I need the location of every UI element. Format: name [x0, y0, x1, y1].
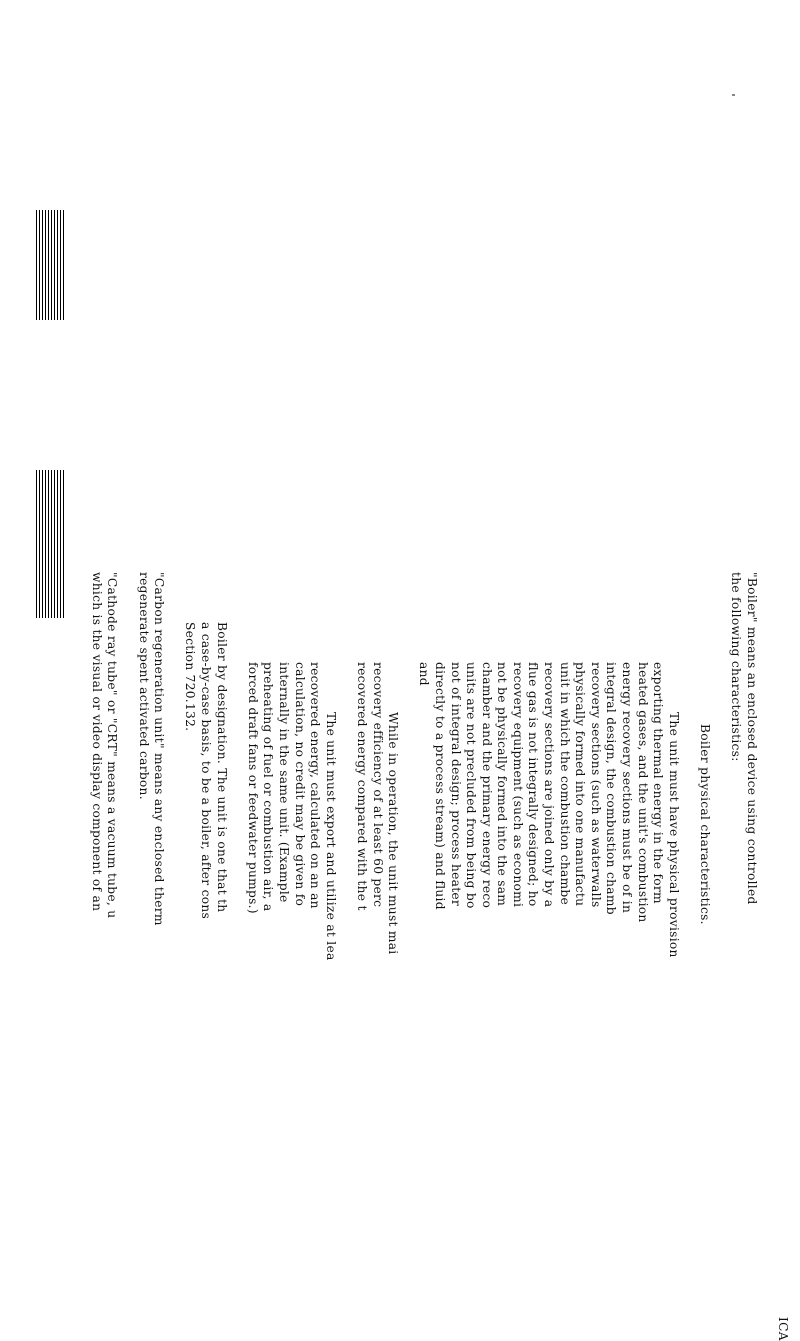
paragraph-line: recovered energy, calculated on an an	[308, 662, 323, 909]
paragraph-line: internally in the same unit. (Example	[277, 662, 291, 903]
paragraph-line: Section 720.132.	[183, 622, 198, 732]
rotated-text-block	[88, 572, 790, 1341]
crt-definition-line: which is the visual or video display component of an	[89, 572, 104, 912]
paragraph-line: recovery sections (such as waterwalls	[588, 662, 603, 908]
paragraph-line: Boiler by designation. The unit is one that th	[214, 622, 229, 913]
barcode-mark-top	[36, 210, 66, 320]
paragraph-line: unit in which the combustion chambe	[557, 662, 572, 906]
paragraph-line: The unit must have physical provision	[666, 712, 681, 958]
paragraph-line: recovery equipment (such as economi	[510, 662, 525, 908]
paragraph-line: and	[417, 662, 432, 686]
paragraph-line: recovery sections are joined only by a	[542, 662, 557, 908]
paragraph-line: not be physically formed into the sam	[495, 662, 510, 907]
paragraph-line: heated gases, and the unit's combustion	[635, 662, 650, 923]
carbon-definition-line: regenerate spent activated carbon.	[136, 572, 151, 800]
carbon-definition-line: "Carbon regeneration unit" means any enclosed therm	[152, 572, 167, 926]
paragraph-line: preheating of fuel or combustion air, a	[261, 662, 276, 912]
paragraph-line: recovery efficiency of at least 60 perc	[370, 662, 385, 908]
paragraph-line: not of integral design; process heater	[448, 662, 463, 907]
section-heading: Boiler physical characteristics.	[698, 724, 713, 925]
paragraph-line: flue gas is not integrally designed; ho	[526, 662, 541, 907]
paragraph-line: chamber and the primary energy reco	[479, 662, 494, 909]
paragraph-line: physically formed into one manufactu	[573, 662, 588, 907]
crt-definition-line: "Cathode ray tube" or "CRT" means a vacuum tube, u	[105, 572, 120, 919]
paragraph-line: energy recovery sections must be of in	[620, 662, 635, 914]
paragraph-line: integral design, the combustion chamb	[604, 662, 619, 915]
paragraph-line: directly to a process stream) and fluid	[432, 662, 447, 910]
paragraph-line: units are not precluded from being bo	[464, 662, 479, 909]
boiler-definition-line-2: the following characteristics:	[729, 572, 744, 762]
paragraph-line: While in operation, the unit must mai	[386, 712, 401, 955]
scan-speck	[732, 94, 735, 96]
paragraph-line: calculation, no credit may be given fo	[292, 662, 307, 907]
paragraph-line: The unit must export and utilize at lea	[323, 712, 338, 961]
paragraph-line: recovered energy compared with the t	[354, 662, 369, 911]
page-header: ICA	[776, 1317, 790, 1341]
paragraph-line: forced draft fans or feedwater pumps.)	[245, 662, 260, 914]
boiler-definition-line-1: "Boiler" means an enclosed device using controlled	[744, 572, 759, 905]
paragraph-line: exporting thermal energy in the form	[651, 662, 666, 904]
barcode-mark-bottom	[36, 470, 66, 618]
paragraph-line: a case-by-case basis, to be a boiler, after cons	[199, 622, 214, 920]
